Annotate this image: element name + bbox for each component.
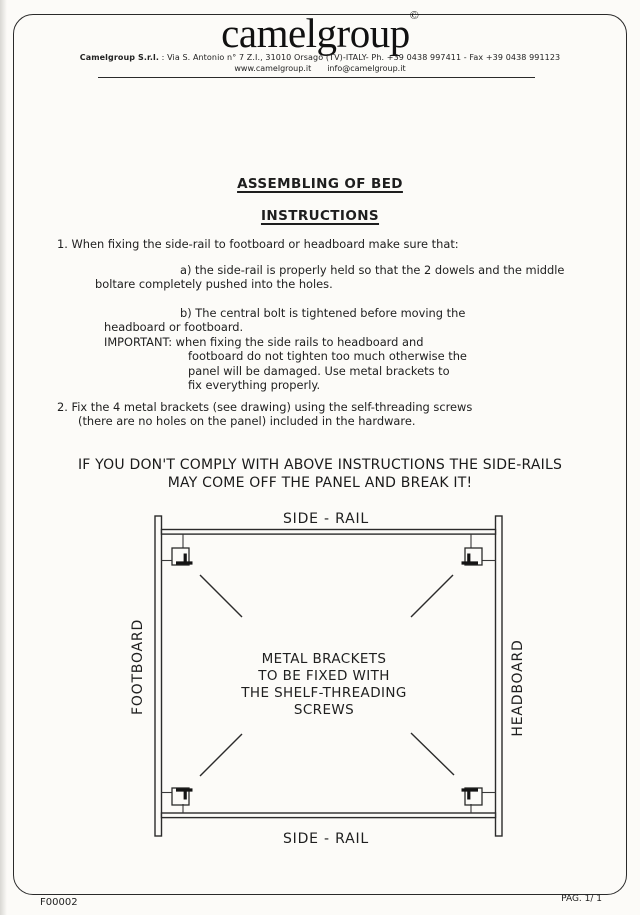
instruction-1a-line-1: a) the side-rail is properly held so that the 2 dowels and the middle <box>180 262 565 277</box>
pointer-line-top-left <box>200 575 242 617</box>
pointer-line-bottom-left <box>200 734 242 776</box>
company-contacts-line <box>0 64 640 73</box>
warning-line-2: MAY COME OFF THE PANEL AND BREAK IT! <box>167 474 473 491</box>
footboard-panel <box>155 516 162 836</box>
footboard-label: FOOTBOARD <box>130 618 146 716</box>
instruction-1b-line-6: fix everything properly. <box>188 378 321 392</box>
copyright-mark: © <box>409 8 419 22</box>
page-number: PAG. 1/ 1 <box>561 894 602 904</box>
metal-bracket-top-left <box>172 548 193 565</box>
company-email: info@camelgroup.it <box>327 64 406 73</box>
bed-frame-diagram <box>120 500 526 860</box>
company-address: : Via S. Antonio n° 7 Z.I., 31010 Orsago (TV)-ITALY- Ph. +39 0438 997411 - Fax +39 0438 991123 <box>159 53 561 62</box>
company-website: www.camelgroup.it <box>234 64 312 73</box>
metal-bracket-bottom-left <box>172 788 193 805</box>
document-title: ASSEMBLING OF BED <box>237 176 403 192</box>
instruction-item-1: 1. When fixing the side-rail to footboard or headboard make sure that: <box>57 237 459 251</box>
instructions-body <box>57 237 597 429</box>
metal-bracket-top-right <box>462 548 483 565</box>
side-rail-bottom-label: SIDE - RAIL <box>282 831 370 847</box>
instruction-1a-line-2: boltare completely pushed into the holes. <box>95 277 333 291</box>
center-note-line-3: THE SHELF-THREADING <box>241 685 407 701</box>
headboard-label: HEADBOARD <box>510 639 526 737</box>
company-address-line <box>0 53 640 62</box>
center-note-line-4: SCREWS <box>293 702 355 718</box>
center-note-line-1: METAL BRACKETS <box>261 651 387 667</box>
instruction-item-2-line-2: (there are no holes on the panel) included in the hardware. <box>78 414 416 428</box>
header-divider <box>98 77 535 78</box>
center-note-line-2: TO BE FIXED WITH <box>258 668 390 684</box>
company-name: Camelgroup S.r.l. <box>79 53 160 62</box>
instruction-item-2-line-1: 2. Fix the 4 metal brackets (see drawing) using the self-threading screws <box>57 399 473 414</box>
warning-line-1: IF YOU DON'T COMPLY WITH ABOVE INSTRUCTIONS THE SIDE-RAILS <box>77 457 563 473</box>
document-code: F00002 <box>40 897 78 908</box>
instruction-1b-line-3: IMPORTANT: when fixing the side rails to headboard and <box>104 334 424 349</box>
side-rail-bottom-bar <box>162 813 496 818</box>
warning-text <box>0 457 640 492</box>
brand-logo <box>0 8 640 57</box>
instruction-1b-line-5: panel will be damaged. Use metal brackets to <box>188 363 450 378</box>
headboard-panel <box>496 516 503 836</box>
brand-logo-text: camelgroup <box>221 10 410 56</box>
document-subtitle: INSTRUCTIONS <box>260 208 380 224</box>
side-rail-top-bar <box>162 530 496 535</box>
pointer-line-bottom-right <box>411 733 454 775</box>
pointer-line-top-right <box>411 575 453 617</box>
instruction-1b-line-4: footboard do not tighten too much otherwise the <box>188 349 467 363</box>
instruction-1b-line-2: headboard or footboard. <box>104 320 244 334</box>
instruction-1b-line-1: b) The central bolt is tightened before moving the <box>180 305 466 320</box>
side-rail-top-label: SIDE - RAIL <box>282 511 370 527</box>
metal-bracket-bottom-right <box>462 788 483 805</box>
